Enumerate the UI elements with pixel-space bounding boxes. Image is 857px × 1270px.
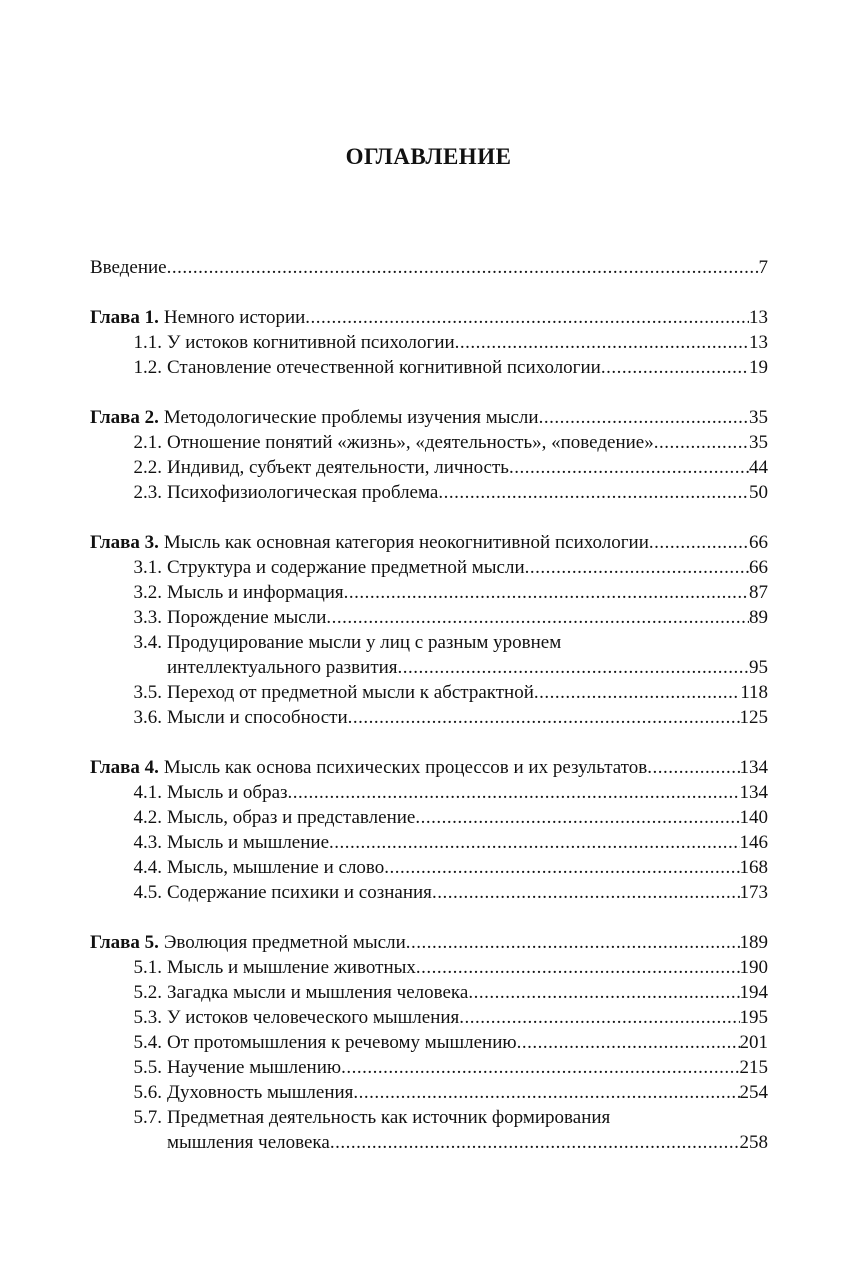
toc-section-entry bbox=[90, 1055, 768, 1080]
section-title-continued: интеллектуального развития bbox=[167, 657, 398, 678]
section-number: 4.4. bbox=[133, 857, 162, 878]
section-number: 5.2. bbox=[133, 982, 162, 1003]
dot-leader bbox=[455, 330, 749, 355]
toc-section-entry bbox=[90, 355, 768, 380]
page-number: 13 bbox=[749, 307, 768, 328]
page-number: 66 bbox=[749, 532, 768, 553]
section-number: 3.3. bbox=[133, 607, 162, 628]
section-number: 1.2. bbox=[133, 357, 162, 378]
section-number: 4.1. bbox=[133, 782, 162, 803]
dot-leader bbox=[326, 605, 749, 630]
toc-chapter-entry bbox=[90, 305, 768, 330]
page-number: 125 bbox=[739, 707, 768, 728]
section-title: Структура и содержание предметной мысли bbox=[167, 557, 525, 578]
page-number: 35 bbox=[749, 432, 768, 453]
toc-section-entry bbox=[90, 1105, 768, 1130]
chapter-list bbox=[90, 305, 768, 1155]
section-title: Порождение мысли bbox=[167, 607, 327, 628]
page-number: 87 bbox=[749, 582, 768, 603]
dot-leader bbox=[459, 1005, 739, 1030]
section-title: Индивид, субъект деятельности, личность bbox=[167, 457, 509, 478]
page-number: 7 bbox=[758, 257, 768, 278]
toc-chapter-entry bbox=[90, 755, 768, 780]
toc-section-entry bbox=[90, 330, 768, 355]
section-number: 4.2. bbox=[133, 807, 162, 828]
toc-section-continuation bbox=[90, 655, 768, 680]
dot-leader bbox=[601, 355, 749, 380]
toc-section-entry bbox=[90, 555, 768, 580]
dot-leader bbox=[509, 455, 749, 480]
toc-section-entry bbox=[90, 1030, 768, 1055]
section-title: Содержание психики и сознания bbox=[167, 882, 432, 903]
toc-section-entry bbox=[90, 1080, 768, 1105]
section-title: Мысль и мышление животных bbox=[167, 957, 416, 978]
page-number: 258 bbox=[739, 1132, 768, 1153]
section-title: Мысль, мышление и слово bbox=[167, 857, 385, 878]
toc-section-entry bbox=[90, 605, 768, 630]
toc-section-entry bbox=[90, 980, 768, 1005]
toc-section-entry bbox=[90, 705, 768, 730]
dot-leader bbox=[348, 705, 740, 730]
toc-section-entry bbox=[90, 455, 768, 480]
toc-section-entry bbox=[90, 580, 768, 605]
page-number: 118 bbox=[740, 682, 768, 703]
page-number: 254 bbox=[739, 1082, 768, 1103]
toc-section-entry bbox=[90, 680, 768, 705]
chapter-label: Глава 2. bbox=[90, 407, 159, 428]
page-number: 140 bbox=[739, 807, 768, 828]
page-number: 134 bbox=[739, 757, 768, 778]
dot-leader bbox=[432, 880, 740, 905]
page-number: 194 bbox=[739, 982, 768, 1003]
dot-leader bbox=[384, 855, 739, 880]
section-number: 5.4. bbox=[133, 1032, 162, 1053]
section-number: 3.6. bbox=[133, 707, 162, 728]
dot-leader bbox=[539, 405, 749, 430]
dot-leader bbox=[517, 1030, 740, 1055]
page-number: 134 bbox=[739, 782, 768, 803]
section-number: 5.3. bbox=[133, 1007, 162, 1028]
page-number: 215 bbox=[739, 1057, 768, 1078]
dot-leader bbox=[649, 530, 749, 555]
page-number: 195 bbox=[739, 1007, 768, 1028]
page-number: 50 bbox=[749, 482, 768, 503]
toc-section-entry bbox=[90, 480, 768, 505]
section-number: 3.1. bbox=[133, 557, 162, 578]
section-title: У истоков когнитивной психологии bbox=[167, 332, 455, 353]
page-title: ОГЛАВЛЕНИЕ bbox=[345, 144, 512, 169]
chapter-title: Мысль как основа психических процессов и их результатов bbox=[163, 757, 648, 778]
dot-leader bbox=[525, 555, 749, 580]
page-number: 168 bbox=[739, 857, 768, 878]
section-title: Мысль и информация bbox=[167, 582, 344, 603]
toc-section-entry bbox=[90, 855, 768, 880]
section-title: Переход от предметной мысли к абстрактной bbox=[167, 682, 534, 703]
toc-section-continuation bbox=[90, 1130, 768, 1155]
page-number: 89 bbox=[749, 607, 768, 628]
dot-leader bbox=[353, 1080, 739, 1105]
chapter-label: Глава 1. bbox=[90, 307, 159, 328]
page-number: 66 bbox=[749, 557, 768, 578]
toc-section-entry bbox=[90, 1005, 768, 1030]
section-title: Мысли и способности bbox=[167, 707, 348, 728]
section-title: Мысль, образ и представление bbox=[167, 807, 416, 828]
dot-leader bbox=[415, 805, 739, 830]
page-number: 19 bbox=[749, 357, 768, 378]
toc-chapter-entry bbox=[90, 530, 768, 555]
page-number: 13 bbox=[749, 332, 768, 353]
dot-leader bbox=[341, 1055, 739, 1080]
toc-section-entry bbox=[90, 630, 768, 655]
section-number: 2.1. bbox=[133, 432, 162, 453]
section-title: Становление отечественной когнитивной психологии bbox=[167, 357, 601, 378]
toc-section-entry bbox=[90, 805, 768, 830]
section-number: 3.2. bbox=[133, 582, 162, 603]
section-title: Загадка мысли и мышления человека bbox=[167, 982, 469, 1003]
page-number: 44 bbox=[749, 457, 768, 478]
dot-leader bbox=[468, 980, 739, 1005]
page-number: 95 bbox=[749, 657, 768, 678]
toc-chapter-entry bbox=[90, 405, 768, 430]
dot-leader bbox=[438, 480, 749, 505]
section-number: 5.5. bbox=[133, 1057, 162, 1078]
page-number: 173 bbox=[739, 882, 768, 903]
section-title: Мысль и образ bbox=[167, 782, 288, 803]
section-number: 2.3. bbox=[133, 482, 162, 503]
section-number: 4.5. bbox=[133, 882, 162, 903]
section-number: 3.4. bbox=[133, 632, 162, 653]
dot-leader bbox=[329, 830, 739, 855]
entry-title: Введение bbox=[90, 257, 167, 278]
dot-leader bbox=[654, 430, 749, 455]
section-title: У истоков человеческого мышления bbox=[167, 1007, 460, 1028]
section-title: Мысль и мышление bbox=[167, 832, 330, 853]
table-of-contents bbox=[90, 255, 768, 1155]
page-number: 189 bbox=[739, 932, 768, 953]
dot-leader bbox=[344, 580, 749, 605]
toc-section-entry bbox=[90, 830, 768, 855]
section-number: 5.1. bbox=[133, 957, 162, 978]
section-number: 5.7. bbox=[133, 1107, 162, 1128]
page-number: 35 bbox=[749, 407, 768, 428]
chapter-label: Глава 5. bbox=[90, 932, 159, 953]
dot-leader bbox=[406, 930, 740, 955]
section-title: Отношение понятий «жизнь», «деятельность», «поведение» bbox=[167, 432, 654, 453]
page-number: 146 bbox=[739, 832, 768, 853]
section-title: Духовность мышления bbox=[167, 1082, 354, 1103]
chapter-title: Эволюция предметной мысли bbox=[163, 932, 406, 953]
dot-leader bbox=[167, 255, 759, 280]
section-title: Психофизиологическая проблема bbox=[167, 482, 439, 503]
dot-leader bbox=[398, 655, 749, 680]
page-number: 201 bbox=[739, 1032, 768, 1053]
dot-leader bbox=[330, 1130, 740, 1155]
section-title: От протомышления к речевому мышлению bbox=[167, 1032, 517, 1053]
section-number: 1.1. bbox=[133, 332, 162, 353]
chapter-title: Методологические проблемы изучения мысли bbox=[163, 407, 539, 428]
chapter-title: Немного истории bbox=[163, 307, 306, 328]
chapter-label: Глава 4. bbox=[90, 757, 159, 778]
toc-chapter-entry bbox=[90, 930, 768, 955]
section-number: 4.3. bbox=[133, 832, 162, 853]
section-title-continued: мышления человека bbox=[167, 1132, 330, 1153]
chapter-label: Глава 3. bbox=[90, 532, 159, 553]
dot-leader bbox=[416, 955, 740, 980]
chapter-title: Мысль как основная категория неокогнитивной психологии bbox=[163, 532, 649, 553]
dot-leader bbox=[288, 780, 740, 805]
dot-leader bbox=[305, 305, 749, 330]
toc-section-entry bbox=[90, 780, 768, 805]
dot-leader bbox=[534, 680, 740, 705]
section-title: Продуцирование мысли у лиц с разным уровнем bbox=[167, 632, 562, 653]
section-number: 5.6. bbox=[133, 1082, 162, 1103]
toc-section-entry bbox=[90, 430, 768, 455]
dot-leader bbox=[647, 755, 739, 780]
section-title: Научение мышлению bbox=[167, 1057, 342, 1078]
section-title: Предметная деятельность как источник формирования bbox=[167, 1107, 611, 1128]
toc-section-entry bbox=[90, 955, 768, 980]
page-number: 190 bbox=[739, 957, 768, 978]
toc-entry-introduction bbox=[90, 255, 768, 280]
section-number: 2.2. bbox=[133, 457, 162, 478]
section-number: 3.5. bbox=[133, 682, 162, 703]
toc-section-entry bbox=[90, 880, 768, 905]
